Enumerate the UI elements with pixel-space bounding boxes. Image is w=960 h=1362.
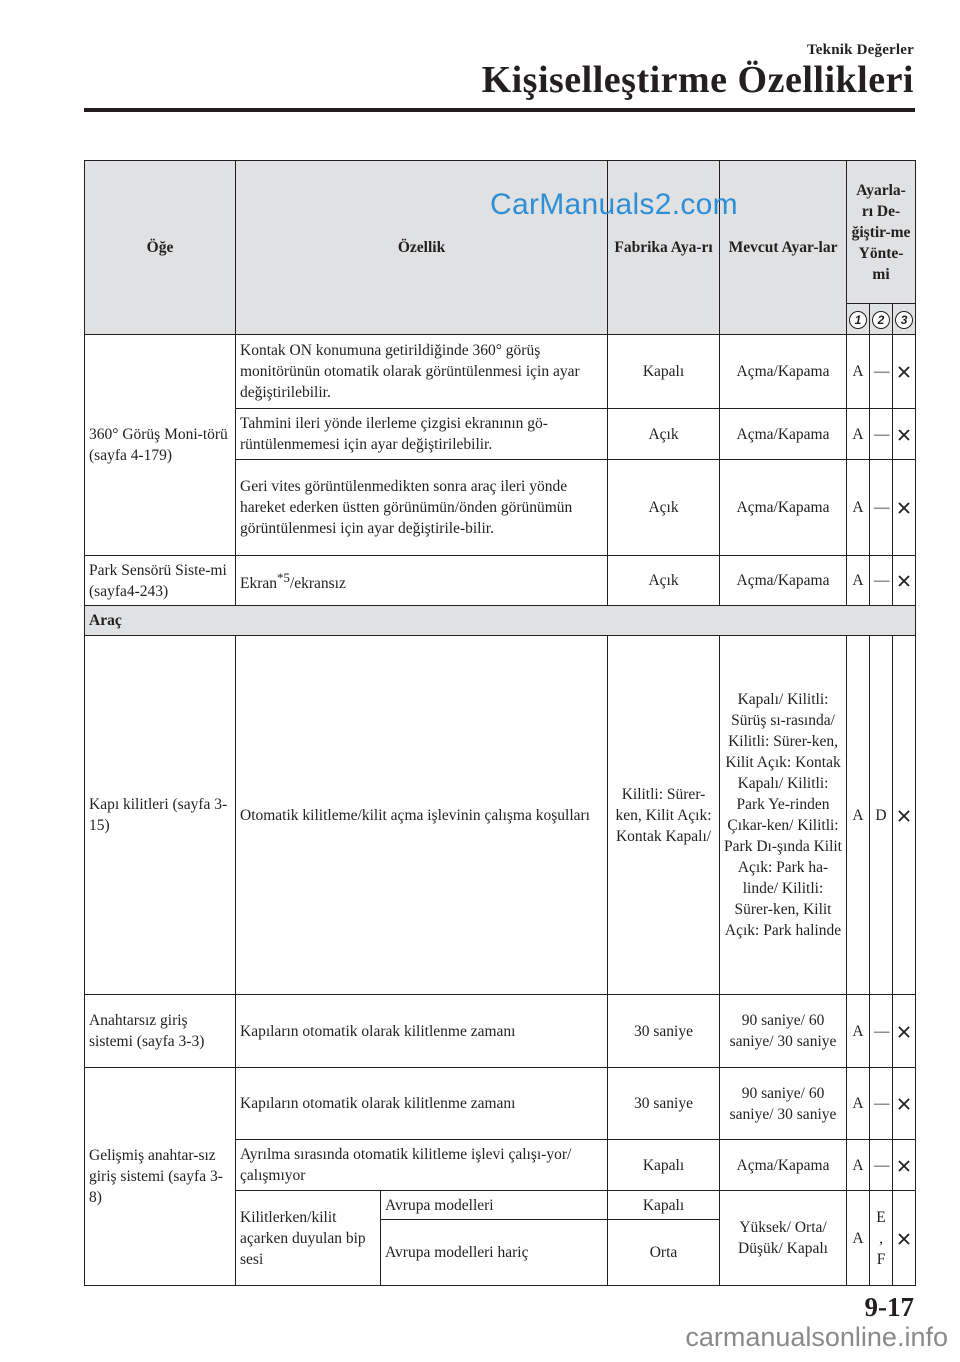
table-row bbox=[85, 335, 916, 409]
item-cell: Kapı kilitleri (sayfa 3-15) bbox=[85, 636, 236, 995]
circled-3: 3 bbox=[895, 311, 913, 329]
available-cell: 90 saniye/ 60 saniye/ 30 saniye bbox=[720, 995, 847, 1068]
footnote-ref: *5 bbox=[277, 569, 290, 585]
method-3-cell bbox=[893, 1191, 916, 1286]
method-3-cell bbox=[893, 460, 916, 556]
factory-cell: Kapalı bbox=[608, 1191, 720, 1220]
feature-cell: Geri vites görüntülenmedikten sonra araç ileri yönde hareket ederken üstten görünümün/önden görünümün görüntülenmesi için ayar değiştirile-bilir. bbox=[236, 460, 608, 556]
factory-cell: Orta bbox=[608, 1220, 720, 1286]
cross-icon bbox=[897, 1025, 911, 1039]
feature-cell: Kontak ON konumuna getirildiğinde 360° görüş monitörünün otomatik olarak görüntülenmesi için ayar değiştirilebilir. bbox=[236, 335, 608, 409]
table-row bbox=[85, 636, 916, 995]
factory-cell: Kapalı bbox=[608, 1140, 720, 1191]
method-2-cell: — bbox=[870, 335, 893, 409]
method-2-cell: — bbox=[870, 460, 893, 556]
method-1-cell: A bbox=[847, 1191, 870, 1286]
available-cell: Açma/Kapama bbox=[720, 460, 847, 556]
page-number: 9-17 bbox=[864, 1292, 914, 1322]
feature-cell: Ayrılma sırasında otomatik kilitleme işlevi çalışı-yor/çalışmıyor bbox=[236, 1140, 608, 1191]
factory-cell: 30 saniye bbox=[608, 995, 720, 1068]
method-2-cell: D bbox=[870, 636, 893, 995]
cross-icon bbox=[897, 1232, 911, 1246]
section-row bbox=[85, 606, 916, 636]
available-cell: Açma/Kapama bbox=[720, 409, 847, 460]
cross-icon bbox=[897, 501, 911, 515]
cross-icon bbox=[897, 428, 911, 442]
feature-cell: Kapıların otomatik olarak kilitlenme zamanı bbox=[236, 1068, 608, 1140]
cross-icon bbox=[897, 1159, 911, 1173]
method-3-cell bbox=[893, 409, 916, 460]
cross-icon bbox=[897, 809, 911, 823]
feature-cell: Tahmini ileri yönde ilerleme çizgisi ekranının gö-rüntülenmemesi için ayar değiştirilebilir. bbox=[236, 409, 608, 460]
section-title: Araç bbox=[85, 606, 916, 636]
method-3-cell bbox=[893, 636, 916, 995]
available-cell: Yüksek/ Orta/ Düşük/ Kapalı bbox=[720, 1191, 847, 1286]
available-cell: Açma/Kapama bbox=[720, 335, 847, 409]
feature-text: Ekran bbox=[240, 575, 278, 593]
col-available: Mevcut Ayar-lar bbox=[720, 161, 847, 335]
method-3-cell bbox=[893, 995, 916, 1068]
watermark: CarManuals2.com bbox=[490, 188, 738, 221]
method-1-cell: A bbox=[847, 636, 870, 995]
feature-cell: Kapıların otomatik olarak kilitlenme zamanı bbox=[236, 995, 608, 1068]
footer-watermark: carmanualsonline.info bbox=[685, 1322, 948, 1352]
page-title: Kişiselleştirme Özellikleri bbox=[481, 59, 914, 101]
available-cell: Açma/Kapama bbox=[720, 556, 847, 606]
available-cell: 90 saniye/ 60 saniye/ 30 saniye bbox=[720, 1068, 847, 1140]
method-2-cell: — bbox=[870, 556, 893, 606]
factory-cell: 30 saniye bbox=[608, 1068, 720, 1140]
factory-cell: Açık bbox=[608, 556, 720, 606]
customization-table bbox=[84, 160, 916, 1286]
method-1-cell: A bbox=[847, 409, 870, 460]
factory-cell: Açık bbox=[608, 460, 720, 556]
col-method: Ayarla-rı De-ğiştir-me Yönte-mi bbox=[847, 161, 916, 304]
method-1-cell: A bbox=[847, 1068, 870, 1140]
method-2-cell: — bbox=[870, 995, 893, 1068]
method-3-cell bbox=[893, 1140, 916, 1191]
method-1-cell: A bbox=[847, 335, 870, 409]
feature-text: /ekransız bbox=[289, 575, 346, 593]
factory-cell: Açık bbox=[608, 409, 720, 460]
table-row bbox=[85, 556, 916, 606]
subfeature-cell: Avrupa modelleri bbox=[381, 1191, 608, 1220]
cross-icon bbox=[897, 574, 911, 588]
method-1-cell: A bbox=[847, 995, 870, 1068]
circled-1: 1 bbox=[849, 311, 867, 329]
table-row bbox=[85, 995, 916, 1068]
table-row bbox=[85, 1068, 916, 1140]
available-cell: Açma/Kapama bbox=[720, 1140, 847, 1191]
method-2-cell: — bbox=[870, 409, 893, 460]
feature-cell: Otomatik kilitleme/kilit açma işlevinin çalışma koşulları bbox=[236, 636, 608, 995]
method-2-cell: E , F bbox=[870, 1191, 893, 1286]
subfeature-cell: Avrupa modelleri hariç bbox=[381, 1220, 608, 1286]
col-item: Öğe bbox=[85, 161, 236, 335]
header-rule bbox=[84, 108, 915, 112]
method-1-cell: A bbox=[847, 556, 870, 606]
method-3-cell bbox=[893, 556, 916, 606]
header-row bbox=[85, 161, 916, 304]
item-cell: Gelişmiş anahtar-sız giriş sistemi (sayfa 3-8) bbox=[85, 1068, 236, 1286]
item-cell: Anahtarsız giriş sistemi (sayfa 3-3) bbox=[85, 995, 236, 1068]
col-feature: Özellik bbox=[236, 161, 608, 335]
factory-cell: Kapalı bbox=[608, 335, 720, 409]
section-label: Teknik Değerler bbox=[806, 42, 914, 58]
factory-cell: Kilitli: Sürer-ken, Kilit Açık: Kontak Kapalı/ bbox=[608, 636, 720, 995]
feature-cell: Kilitlerken/kilit açarken duyulan bip sesi bbox=[236, 1191, 381, 1286]
item-cell: Park Sensörü Siste-mi (sayfa4-243) bbox=[85, 556, 236, 606]
cross-icon bbox=[897, 365, 911, 379]
available-cell: Kapalı/ Kilitli: Sürüş sı-rasında/ Kilitli: Sürer-ken, Kilit Açık: Kontak Kapalı/ Kilitli: Park Ye-rinden Çıkar-ken/ Kilitli: Park Dı-şında Kilit Açık: Park ha-linde/ Kilitli: Sürer-ken, Kilit Açık: Park halinde bbox=[720, 636, 847, 995]
method-3-cell bbox=[893, 335, 916, 409]
circled-2: 2 bbox=[872, 311, 890, 329]
feature-cell bbox=[236, 556, 608, 606]
cross-icon bbox=[897, 1097, 911, 1111]
method-2-cell: — bbox=[870, 1068, 893, 1140]
method-1-cell: A bbox=[847, 460, 870, 556]
method-1-cell: A bbox=[847, 1140, 870, 1191]
method-3-cell bbox=[893, 1068, 916, 1140]
col-factory: Fabrika Aya-rı bbox=[608, 161, 720, 335]
item-cell: 360° Görüş Moni-törü (sayfa 4-179) bbox=[85, 335, 236, 556]
method-2-cell: — bbox=[870, 1140, 893, 1191]
